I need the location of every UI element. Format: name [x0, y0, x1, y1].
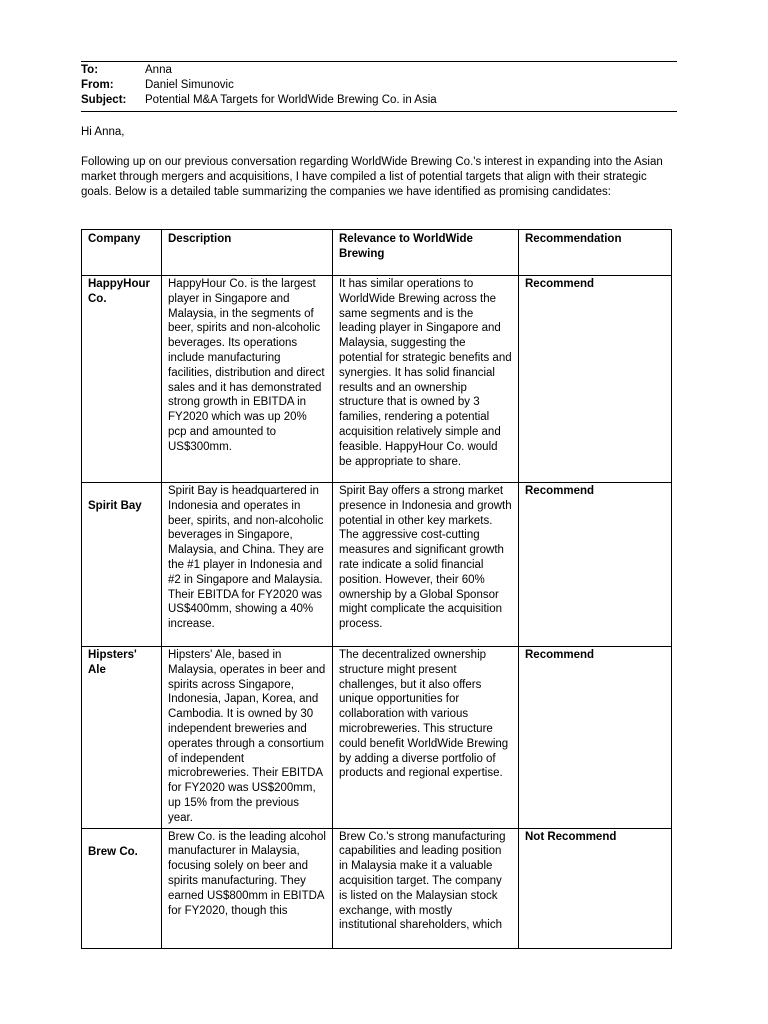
greeting: Hi Anna,: [81, 126, 125, 138]
to-label: To:: [81, 64, 99, 76]
table-row: [82, 276, 672, 483]
recommendation-cell: Recommend: [519, 647, 672, 829]
table-row: [82, 647, 672, 829]
to-row: [81, 63, 677, 78]
from-value: Daniel Simunovic: [145, 79, 234, 91]
table-row: [82, 483, 672, 647]
recommendation-cell: Not Recommend: [519, 828, 672, 948]
header-description: Description: [162, 230, 333, 276]
table-row: [82, 828, 672, 948]
subject-row: [81, 93, 677, 108]
header-company: Company: [82, 230, 162, 276]
table-header-row: [82, 230, 672, 276]
subject-value: Potential M&A Targets for WorldWide Brewing Co. in Asia: [145, 94, 437, 106]
company-cell: HappyHour Co.: [82, 276, 162, 483]
to-value: Anna: [145, 64, 172, 76]
subject-label: Subject:: [81, 94, 127, 106]
company-cell: Spirit Bay: [82, 483, 162, 647]
company-cell: Hipsters' Ale: [82, 647, 162, 829]
recommendation-cell: Recommend: [519, 483, 672, 647]
relevance-cell: It has similar operations to WorldWide Brewing across the same segments and is the leading player in Singapore and Malaysia, suggesting the potential for strategic benefits and synergies. It has solid financial results and an ownership structure that is owned by 3 families, rendering a potential acquisition relatively simple and feasible. HappyHour Co. would be appropriate to share.: [333, 276, 519, 483]
description-cell: Hipsters' Ale, based in Malaysia, operates in beer and spirits across Singapore, Indonesia, Japan, Korea, and Cambodia. It is owned by 30 independent breweries and operates through a consortium of independent microbreweries. Their EBITDA for FY2020 was US$200mm, up 15% from the previous year.: [162, 647, 333, 829]
company-cell: Brew Co.: [82, 828, 162, 948]
memo-header: [81, 61, 677, 112]
header-recommendation: Recommendation: [519, 230, 672, 276]
relevance-cell: The decentralized ownership structure might present challenges, but it also offers unique opportunities for collaboration with various microbreweries. This structure could benefit WorldWide Brewing by adding a diverse portfolio of products and regional expertise.: [333, 647, 519, 829]
description-cell: HappyHour Co. is the largest player in Singapore and Malaysia, in the segments of beer, spirits and non-alcoholic beverages. Its operations include manufacturing facilities, distribution and direct sales and it has demonstrated strong growth in EBITDA in FY2020 which was up 20% pcp and amounted to US$300mm.: [162, 276, 333, 483]
relevance-cell: Spirit Bay offers a strong market presence in Indonesia and growth potential in other key markets. The aggressive cost-cutting measures and significant growth rate indicate a solid financial position. However, their 60% ownership by a Global Sponsor might complicate the acquisition process.: [333, 483, 519, 647]
recommendation-cell: Recommend: [519, 276, 672, 483]
relevance-cell: Brew Co.'s strong manufacturing capabilities and leading position in Malaysia make it a valuable acquisition target. The company is listed on the Malaysian stock exchange, with mostly institutional shareholders, which: [333, 828, 519, 948]
from-label: From:: [81, 79, 114, 91]
description-cell: Brew Co. is the leading alcohol manufacturer in Malaysia, focusing solely on beer and spirits manufacturing. They earned US$800mm in EBITDA for FY2020, though this: [162, 828, 333, 948]
intro-paragraph: Following up on our previous conversation regarding WorldWide Brewing Co.'s interest in expanding into the Asian market through mergers and acquisitions, I have compiled a list of potential targets that align with their strategic goals. Below is a detailed table summarizing the companies we have identified as promising candidates:: [81, 156, 663, 198]
header-relevance: Relevance to WorldWide Brewing: [333, 230, 519, 276]
description-cell: Spirit Bay is headquartered in Indonesia and operates in beer, spirits, and non-alcoholic beverages in Singapore, Malaysia, and China. They are the #1 player in Indonesia and #2 in Singapore and Malaysia. Their EBITDA for FY2020 was US$400mm, showing a 40% increase.: [162, 483, 333, 647]
targets-table: [81, 229, 672, 949]
from-row: [81, 78, 677, 93]
